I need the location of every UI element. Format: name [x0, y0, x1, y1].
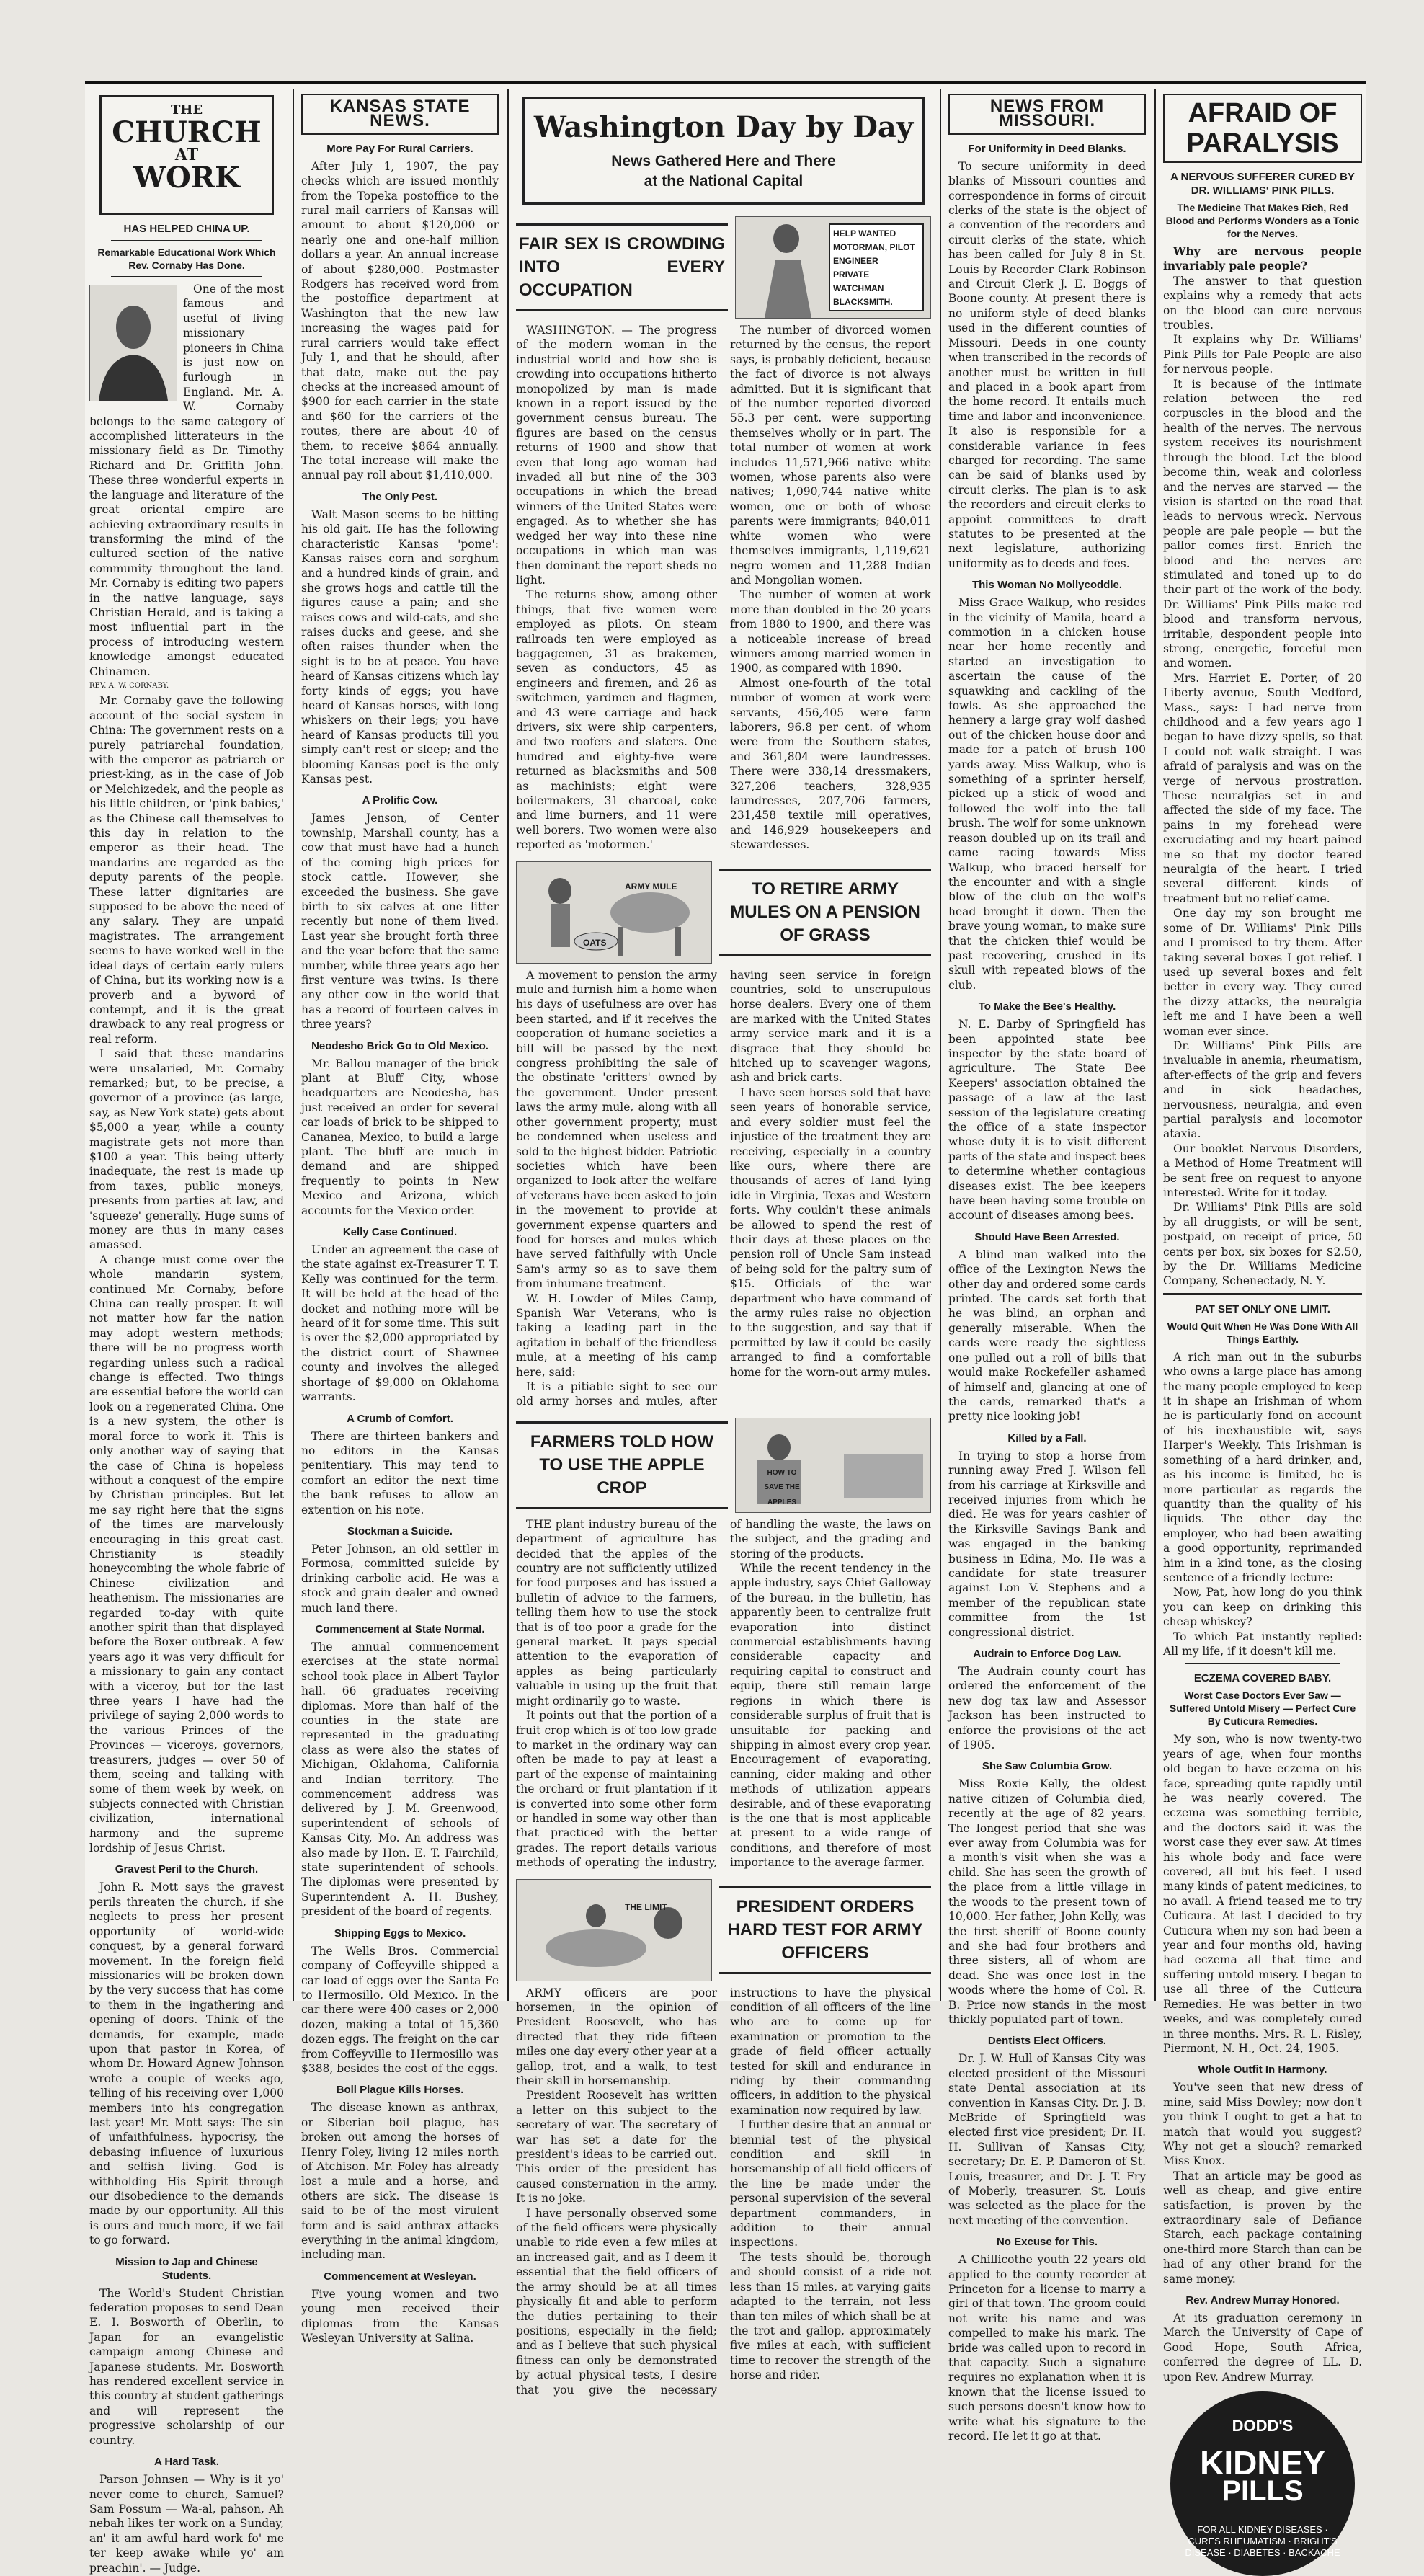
- section-heading: A Hard Task.: [153, 2456, 220, 2469]
- article-army-officers: [516, 1986, 931, 2397]
- article-paragraph: N. E. Darby of Springfield has been appointed state bee inspector by the state board of agriculture. The State Bee Keepers' association obtained the passage of a law at the last session of the legislature creating the office of a state inspector whose duty it is to visit different parts of the state and inspect bees to determine whether contagious diseases exist. The bee keepers have been having some trouble on account of diseases among bees.: [948, 1018, 1146, 1222]
- section-heading: To Make the Bee's Healthy.: [978, 1000, 1116, 1013]
- headline-army-mules: TO RETIRE ARMY MULES ON A PENSION OF GRASS: [719, 869, 931, 956]
- sign-line: HELP WANTED: [833, 228, 896, 239]
- church-at-work-banner: [99, 95, 274, 215]
- section-heading: ECZEMA COVERED BABY.: [1193, 1672, 1332, 1685]
- ad-paragraph: Why are nervous people invariably pale people?: [1163, 244, 1362, 273]
- ad-subhead: A NERVOUS SUFFERER CURED BY DR. WILLIAMS' PINK PILLS.: [1170, 171, 1355, 197]
- afraid-of-paralysis-title: AFRAID OF PARALYSIS: [1163, 94, 1362, 163]
- cartoon-the-limit: [516, 1879, 712, 1981]
- banner-sub2: at the National Capital: [644, 173, 804, 190]
- article-paragraph: Miss Grace Walkup, who resides in the vicinity of Manila, heard a commotion in a chicken house near her home recently and started an investigation to ascertain the cause of the squawking and cackling of the fowls. As she approached the hennery a large gray wolf dashed out of the chicken house door and made for a patch of brush 100 yards away. Miss Walkup, who is something of a sprinter herself, picked up a stick of wood and followed the wolf into the tall brush. The wolf for some unknown reason doubled up on its trail and came racing towards Miss Walkup, who braced herself for the encounter and with a single blow of the club on the wolf's head brought it down. Then the brave young woman, to make sure that the chicken thief would be past recovering, crushed in its skull with repeated blows of the club.: [948, 596, 1146, 992]
- section-subhead: Would Quit When He Was Done With All Things Earthly.: [1167, 1320, 1358, 1345]
- section-heading: Shipping Eggs to Mexico.: [334, 1927, 466, 1940]
- sign-line: BLACKSMITH.: [833, 297, 893, 307]
- section-heading: A Crumb of Comfort.: [347, 1412, 453, 1425]
- banner-church: CHURCH: [112, 115, 262, 150]
- portrait-image: [89, 285, 177, 401]
- ad-paragraph: Mrs. Harriet E. Porter, of 20 Liberty avenue, South Medford, Mass., says: I had nerve from childhood and a few years ago I began to have dizzy spells, so that I could not walk straight. I was afraid of paralysis and was on the verge of nervous prostration. These neuralgias set in and affected the side of my face. The pains in my forehead were excruciating and my heart pained me so that my doctor feared neuralgia of the heart. I tried several different kinds of treatment but no relief came.: [1163, 671, 1362, 905]
- article-paragraph: After July 1, 1907, the pay checks which are issued monthly from the Topeka postoffice to the rural mail carriers of Kansas will amount to about $120,000 or nearly one and one-half million dollars a year. An annual increase of about $280,000. Postmaster Rodgers has received word from the postoffice department at Washington that the new law increasing the wages paid for rural carriers would take effect July 1, and that he should, after that date, make out the pay checks at the increased amount of $900 for each carrier in the state and $60 for the carriers of the routes, there are about 40 of them, to receive $864 annually. The total increase will make the annual pay roll about $1,410,000.: [301, 159, 499, 482]
- section-heading: Dentists Elect Officers.: [987, 2035, 1107, 2048]
- ad-name: KIDNEY: [1200, 2444, 1325, 2482]
- article-paragraph: To secure uniformity in deed blanks of Missouri counties and correspondence in forms of circuit clerks of the state is the object of a convention of the recorders and circuit clerks of the state, which has been called for July 8 in St. Louis by Recorder Clark Robinson and Circuit Clerk J. E. Boggs of Boone county. At present there is no uniform style of deed blanks used in the different counties of Missouri. Deeds in one county when transcribed in the records of another must be written in full and placed in a book apart from the home record. It entails much time and labor and inconvenience. It also is responsible for a considerable variance in fees charged for recording. The same can be said of blanks used by circuit clerks. The plan is to ask the recorders and circuit clerks to appoint committees to draft statutes to be presented at the next legislature, authorizing uniformity as to deeds and fees.: [948, 159, 1146, 570]
- sign-line: PRIVATE WATCHMAN: [833, 270, 884, 293]
- article-paragraph: James Jenson, of Center township, Marshall county, has a cow that must have had a hunch of the coming high prices for stock cattle. However, she exceeded the business. She gave birth to six calves at one litter recently but none of them lived. Last year she brought forth three and the year before that the same number, while three years ago her first venture was twins. Is there any other cow in the world that has a record of fourteen calves in three years?: [301, 812, 499, 1031]
- section-heading: PAT SET ONLY ONE LIMIT.: [1195, 1302, 1330, 1315]
- ad-paragraph: The answer to that question explains why a remedy that acts on the blood can cure nervous troubles.: [1163, 274, 1362, 332]
- article-paragraph: I have personally observed some of the field officers were physically unable to ride even a few miles at an increased gait, and as I deem it essential that the field officers of the army should be at all times physically fit and able to perform the duties pertaining to their positions, especially in the field; and as I believe that such physical fitness can only be demonstrated by actual physical tests, I desire that you give the necessary instructions to have the physical condition of all officers of the line who are to come up for examination or promotion to the grade of field officer actually tested for skill and endurance in riding by their commanding officers, in addition to the physical examination now required by law.: [516, 1986, 931, 2397]
- portrait-caption: REV. A. W. CORNABY.: [89, 681, 169, 690]
- article-paragraph: Under an agreement the case of the state against ex-Treasurer T. T. Kelly was continued for the term. It will be held at the head of the docket and nothing more will be heard of it for some time. This suit is over the $2,000 appropriated by the district court of Shawnee county and involves the alleged shortage of $9,000 on Oklahoma warrants.: [301, 1243, 499, 1404]
- article-paragraph: It is a pitiable sight to see our old army horses and mules, after having seen service in foreign countries, sold to unscrupulous horse dealers. Every one of them are marked with the United States army service mark and it is a disgrace that they should be hitched up to scavenger wagons, ash and brick carts.: [516, 968, 931, 1408]
- missouri-news-title: NEWS FROM MISSOURI.: [948, 94, 1146, 135]
- article-paragraph: Almost one-fourth of the total number of women at work were servants, 456,405 were farm laborers, 96.8 per cent. of whom were from the Southern states, and 361,804 were laundresses. There were 338,14 dressmakers, 327,206 teachers, 328,935 laundresses, 207,706 farmers, 231,458 textile mill operatives, and 146,929 housekeepers and stewardesses.: [730, 676, 931, 852]
- section-heading: Boll Plague Kills Horses.: [336, 2084, 464, 2097]
- section-heading: She Saw Columbia Grow.: [982, 1760, 1113, 1773]
- article-paragraph: Five young women and two young men received their diplomas from the Kansas Wesleyan University at Salina.: [301, 2287, 499, 2345]
- banner-title: Washington Day by Day: [533, 110, 914, 144]
- section-heading: Rev. Andrew Murray Honored.: [1185, 2294, 1340, 2306]
- article-fair-sex: [516, 323, 931, 853]
- headline: HAS HELPED CHINA UP.: [123, 223, 250, 235]
- article-paragraph: In trying to stop a horse from running away Fred J. Wilson fell from his carriage at Kirksville and received injuries from which he died. He was for years cashier of the Kirksville Savings Bank and was engaged in the banking business in Edina, Mo. He was a candidate for state treasurer against Lon V. Stephens and a member of the republican state committee from the 1st congressional district.: [948, 1449, 1146, 1639]
- article-apple-crop: [516, 1517, 931, 1870]
- banner-work: WORK: [133, 160, 240, 195]
- article-paragraph: One of the most famous and useful of living missionary pioneers in China is just now on furlough in England. Mr. A. W. Cornaby belongs to the same category of accomplished litterateurs in the missionary field as Dr. Timothy Richard and Dr. Griffith John. These three wonderful experts in the language and literature of the great oriental empire are achieving extraordinary results in transforming the mind of the cultured section of the native community throughout the land. Mr. Cornaby is editing two papers in the native language, says Christian Herald, and is taking a most influential part in the process of introducing western knowledge amongst educated Chinamen.: [89, 283, 284, 678]
- article-paragraph: The disease known as anthrax, or Siberian boil plague, has broken out among the horses of Henry Foley, living 12 miles north of Atchison. Mr. Foley has already lost a mule and a horse, and others are sick. The disease is said to be of the most virulent form and is said anthrax attacks everything in the animal kingdom, including man.: [301, 2101, 499, 2262]
- article-paragraph: The Audrain county court has ordered the enforcement of the new dog tax law and Assessor Jackson has been instructed to enforce the provisions of the act of 1905.: [948, 1665, 1146, 1752]
- section-heading: Commencement at State Normal.: [315, 1622, 485, 1635]
- headline-apple-crop: FARMERS TOLD HOW TO USE THE APPLE CROP: [516, 1421, 728, 1509]
- section-heading: For Uniformity in Deed Blanks.: [968, 142, 1126, 155]
- limit-label: THE LIMIT: [625, 1901, 667, 1912]
- section-heading: Commencement at Wesleyan.: [324, 2270, 476, 2283]
- cartoon-apples: [735, 1418, 931, 1513]
- subhead: Remarkable Educational Work Which Rev. Cornaby Has Done.: [97, 247, 276, 271]
- section-heading: Killed by a Fall.: [1007, 1431, 1087, 1444]
- article-paragraph: The tests should be, thorough and should consist of a ride not less than 15 miles, at varying gaits adapted to the terrain, not less than ten miles of which shall be at the trot and gallop, approximately five miles at each, with sufficient time to recover the strength of the horse and rider.: [730, 2250, 931, 2382]
- ad-subhead-2: The Medicine That Makes Rich, Red Blood and Performs Wonders as a Tonic for the Nerves.: [1165, 202, 1360, 239]
- washington-banner: [522, 97, 925, 205]
- column-missouri-news: [944, 89, 1150, 2443]
- ad-paragraph: Our booklet Nervous Disorders, a Method of Home Treatment will be sent free on request to anyone interested. Write for it today.: [1163, 1142, 1362, 1199]
- oats-label: OATS: [583, 937, 607, 948]
- section-heading: Neodesho Brick Go to Old Mexico.: [311, 1039, 489, 1052]
- article-paragraph: I have seen horses sold that have seen years of honorable service, and every soldier must feel the injustice of the treatment they are receiving, especially in a country like ours, where there are thousands of acres of land lying idle in Virginia, Texas and Western forts. Why couldn't these animals be allowed to spend the rest of their days at these places on the pension roll of Uncle Sam instead of being sold for the paltry sum of $15. Officials of the war department who have command of the army rules raise no objection to the suggestion, and say that if permitted by law it could be easily arranged to find a comfortable home for the worn-out army mules.: [730, 1085, 931, 1379]
- section-heading: A Prolific Cow.: [362, 794, 438, 807]
- article-paragraph: President Roosevelt has written a letter on this subject to the secretary of war. The secretary of war has set a date for the president's ideas to be carried out. This order of the president has caused consternation in the army. It is no joke.: [516, 2089, 717, 2206]
- ad-paragraph: One day my son brought me some of Dr. Williams' Pink Pills and I promised to try them. After taking several boxes I got relief. I used up several boxes and felt better in every way. They cured the dizzy attacks, the neuralgia left me and I have been a well woman ever since.: [1163, 907, 1362, 1038]
- sign-line: MOTORMAN, PILOT: [833, 242, 915, 252]
- article-army-mules: [516, 968, 931, 1409]
- section-heading: Audrain to Enforce Dog Law.: [973, 1648, 1121, 1660]
- ad-brand: DODD'S: [1232, 2417, 1294, 2435]
- article-paragraph: That an article may be good as well as cheap, and give entire satisfaction, is proven by the extraordinary sale of Defiance Starch, each package containing one-third more Starch than can be had of any other brand for the same money.: [1163, 2169, 1362, 2286]
- article-paragraph: I further desire that an annual or biennial test of the physical condition and skill in horsemanship of all field officers of the line be made under the personal supervision of the several department commanders, in addition to their annual inspections.: [730, 2118, 931, 2249]
- article-paragraph: Parson Johnsen — Why is it yo' never come to church, Samuel? Sam Possum — Wa-al, pahson, Ah nebah likes ter work on a Sunday, an' it am awful hard work fo' me ter keep awake while yo' am preachin'. — Judge.: [89, 2473, 284, 2575]
- section-heading: Kelly Case Continued.: [342, 1226, 458, 1239]
- section-heading: Gravest Peril to the Church.: [115, 1863, 259, 1876]
- article-paragraph: My son, who is now twenty-two years of age, when four months old began to have eczema on his face, spreading quite rapidly until he was nearly covered. The eczema was something terrible, and the doctors said it was the worst case they ever saw. At times his whole body and face were covered, all but his feet. I used many kinds of patent medicines, to no avail. A friend teased me to try Cuticura. At last I decided to try Cuticura when my son had been a year and four months old, having had eczema all that time and suffering untold misery. I began to use all three of the Cuticura Remedies. He was better in two weeks, and was completely cured in three months. Mrs. R. L. Risley, Piermont, N. H., Oct. 24, 1905.: [1163, 1733, 1362, 2055]
- article-paragraph: ARMY officers are poor horsemen, in the opinion of President Roosevelt, who has directed that they ride fifteen miles one day every other year at a gallop, trot, and a walk, to test their skill in horsemanship.: [516, 1986, 717, 2087]
- article-paragraph: Mr. Ballou manager of the brick plant at Bluff City, whose headquarters are Neodesha, has just received an order for several car loads of brick to be shipped to Cananea, Mexico, to build a large plant. The bluff are much in demand and are shipped frequently to points in New Mexico and Arizona, which accounts for the Mexico order.: [301, 1057, 499, 1217]
- article-paragraph: It points out that the portion of a fruit crop which is of too low grade to market in the ordinary way can often be made to pay at least a part of the expense of maintaining the orchard or fruit plantation if it is converted into some other form or handled in some way other than that practiced with the better grades. The report details various methods of operating the industry, of handling the waste, the laws on the subject, and the grading and storing of the products.: [516, 1517, 931, 1870]
- article-paragraph: A change must come over the whole mandarin system, continued Mr. Cornaby, before China can really prosper. It will not matter how far the nation may adopt western methods; there will be no progress worth regarding unless such a radical change is effected. Two things are essential before the world can look on a regenerated China. One is a new system, the other is moral force to work it. This is only another way of saying that the case of China is hopeless without a conquest of the empire by Christian principles. But let me say right here that the signs of the times are marvelously encouraging in this great cast. Christianity is steadily honeycombing the whole fabric of Chinese civilization and heathenism. The missionaries are regarded to-day with quite another spirit than that displayed before the Boxer outbreak. A few years ago it was very difficult for a missionary to gain any contact with a viceroy, but for the last three years I have had the privilege of saying 2,000 words to the various Princes of the Provinces — viceroys, governors, treasurers, judges — over 50 of them, seeing and talking with some of them week by week, on subjects connected with Christian civilization, international harmony and the supreme lordship of Jesus Christ.: [89, 1253, 284, 1855]
- newspaper-page: [85, 81, 1366, 2575]
- article-paragraph: To which Pat instantly replied: All my life, if it doesn't kill me.: [1163, 1630, 1362, 1658]
- article-paragraph: You've seen that new dress of mine, said Miss Dowley; now don't you think I ought to get a hat to match that would you suggest? Why not get a slouch? remarked Miss Knox.: [1163, 2081, 1362, 2168]
- column-ads: [1159, 89, 1366, 2559]
- column-church-at-work: [85, 89, 288, 2575]
- banner-the: THE: [170, 102, 203, 117]
- article-paragraph: John R. Mott says the gravest perils threaten the church, if she neglects to press her present opportunity of world-wide conquest, by a general forward movement. In the foreign field missionaries will be broken down by the very success that has come to them in the ingathering and opening of doors. Think of the demands, for example, made upon that pastor in Korea, of whom Dr. Howard Agnew Johnson wrote a couple of weeks ago, telling of his receiving over 1,000 members into his congregation last year! Mr. Mott says: The sin of unfaithfulness, hypocrisy, the debasing influence of luxurious and selfish living. God is withholding His Spirit through our disobedience to the demands made by our opportunity. All this is ours and much more, if we fail to go forward.: [89, 1880, 284, 2247]
- article-paragraph: WASHINGTON. — The progress of the modern woman in the industrial world and how she is crowding into occupations hitherto monopolized by man is made known in a report issued by the government census bureau. The figures are based on the census returns of 1900 and show that even that long ago woman had invaded all but nine of the 303 occupations in which the bread winners of the United States were engaged. As to whether she has wedged her way into these nine occupations in which man was then dominant the report sheds no light.: [516, 324, 717, 587]
- section-heading: Stockman a Suicide.: [347, 1524, 453, 1537]
- article-paragraph: At its graduation ceremony in March the University of Cape of Good Hope, South Africa, conferred the degree of LL. D. upon Rev. Andrew Murray.: [1163, 2311, 1362, 2384]
- article-paragraph: Now, Pat, how long do you think you can keep on drinking this cheap whiskey?: [1163, 1586, 1362, 1629]
- article-paragraph: The number of women at work more than doubled in the 20 years from 1880 to 1900, and there was a noticeable increase of bread winners among married women in 1900, as compared with 1890.: [730, 588, 931, 675]
- portrait-icon: [90, 285, 177, 401]
- cartoon-army-mule: [516, 861, 712, 964]
- column-kansas-news: [297, 89, 503, 2345]
- article-paragraph: While the recent tendency in the apple industry, says Chief Galloway of the bureau, in the bulletin, has apparently been to centralize fruit evaporation into distinct commercial establishments having considerable capacity and requiring capital to construct and equip, there still remain large regions in which there is considerable surplus of fruit that is unsuitable for packing and shipping in almost every crop year. Encouragement of evaporating, canning, cider making and other methods of utilization appears desirable, and of these evaporating is the one that is most applicable at present to a wide range of conditions, and therefore of most importance to the average farmer.: [730, 1562, 931, 1870]
- article-paragraph: W. H. Lowder of Miles Camp, Spanish War Veterans, who is taking a leading part in the agitation in behalf of the friendless mule, at a meeting of his camp here, said:: [516, 1292, 717, 1379]
- ad-paragraph: Dr. Williams' Pink Pills are invaluable in anemia, rheumatism, after-effects of the grip and fevers and in sick headaches, nervousness, neuralgia, and even partial paralysis and locomotor ataxia.: [1163, 1039, 1362, 1141]
- section-heading: This Woman No Mollycoddle.: [971, 579, 1123, 592]
- cartoon-help-wanted: [735, 216, 931, 319]
- article-paragraph: A rich man out in the suburbs who owns a large place has among the many people employed to keep it in shape an Irishman of whom he is particularly fond on account of his inexhaustible wit, says Harper's Weekly. This Irishman is something of a hard drinker, and, as his income is limited, he is more particular as regards the quantity than the quality of his liquids. The other day the employer, who had been awaiting a good opportunity, reprimanded him in a kind tone, as the closing sentence of a friendly lecture:: [1163, 1350, 1362, 1584]
- section-heading: The Only Pest.: [362, 490, 438, 503]
- article-paragraph: The number of divorced women returned by the census, the report says, is probably deficient, because the fact of divorce is not always admitted. But it is significant that of the number reported divorced 55.3 per cent. were supporting themselves wholly or in part. The total number of women at work includes 11,571,966 native white women, whose parents also were natives; 1,090,744 native white women, one or both of whose parents were immigrants; 840,011 white women who were themselves immigrants, 1,119,621 negro women and 11,288 Indian and Mongolian women.: [730, 324, 931, 587]
- ad-pills: PILLS: [1221, 2475, 1304, 2508]
- article-paragraph: A blind man walked into the office of the Lexington News the other day and ordered some cards printed. The cards set forth that he was blind, an orphan and generally miserable. When the cards were ready the sightless one pulled out a roll of bills that would make Rockefeller ashamed of himself and, glancing at one of the cards, remarked that's a pretty nice looking job!: [948, 1248, 1146, 1424]
- article-paragraph: The World's Student Christian federation proposes to send Dean E. I. Bosworth of Oberlin, to Japan for an evangelistic campaign among Chinese and Japanese students. Mr. Bosworth has rendered excellent service in this country at student gatherings and will represent the progressive scholarship of our country.: [89, 2286, 284, 2447]
- headline-fair-sex: FAIR SEX IS CROWDING INTO EVERY OCCUPATION: [516, 223, 728, 311]
- article-paragraph: A movement to pension the army mule and furnish him a home when his days of usefulness are over has been started, and if it receives the cooperation of humane societies a bill will be passed by the next congress prohibiting the sale of the obstinate 'critters' owned by the government. Under present laws the army mule, along with all other government property, must be condemned when useless and sold to the highest bidder. Patriotic societies which have been organized to look after the welfare of veterans have been asked to join in the movement to provide at government expense quarters and food for horses and mules which have served faithfully with Uncle Sam's army so as to save them from inhumane treatment.: [516, 968, 717, 1291]
- banner-sub1: News Gathered Here and There: [611, 153, 836, 169]
- article-paragraph: Dr. J. W. Hull of Kansas City was elected president of the Missouri state Dental association at its convention in Kansas City. Dr. J. B. McBride of Springfield was elected first vice president; Dr. H. H. Sullivan of Kansas City, secretary; Dr. E. P. Dameron of St. Louis, treasurer, and Dr. J. T. Fry of Moberly, treasurer. St. Louis was selected as the place for the next meeting of the convention.: [948, 2052, 1146, 2227]
- headline-army-officers: PRESIDENT ORDERS HARD TEST FOR ARMY OFFICERS: [719, 1886, 931, 1974]
- apples-label: HOW TO SAVE THE APPLES: [764, 1468, 800, 1506]
- section-heading: More Pay For Rural Carriers.: [326, 142, 473, 155]
- article-paragraph: The returns show, among other things, that five women were employed as pilots. On steam railroads ten were employed as baggagemen, 31 as brakemen, seven as conductors, 45 as engineers and firemen, and 26 as switchmen, yardmen and flagmen, and 43 were carriage and hack drivers, six were ship carpenters, and two roofers and slaters. One hundred and eighty-five were returned as blacksmiths and 508 as machinists; eight were boilermakers, 31 charcoal, coke and lime burners, and 11 were well borers. Two women were also reported as 'motormen.': [516, 588, 717, 852]
- article-paragraph: The Wells Bros. Commercial company of Coffeyville shipped a car load of eggs over the Santa Fe to Hermosillo, Old Mexico. In the car there were 400 cases or 2,000 dozen, making a total of 15,360 dozen eggs. The freight on the car from Coffeyville to Hermosillo was $388, besides the cost of the eggs.: [301, 1944, 499, 2075]
- ad-tagline: FOR ALL KIDNEY DISEASES · CURES RHEUMATISM · BRIGHT'S DISEASE · DIABETES · BACKACHE: [1185, 2524, 1340, 2559]
- banner-at: AT: [174, 146, 199, 165]
- article-paragraph: Miss Roxie Kelly, the oldest native citizen of Columbia died, recently at the age of 82 years. The longest period that she was ever away from Columbia was for a month's visit when she was a child. She has seen the growth of the place from a little village in the woods to the present town of 10,000. Her father, John Kelly, was the first sheriff of Boone county and she had four brothers and three sisters, all of whom are dead. She was once lost in the woods where the home of Col. R. B. Price now stands in the most thickly populated part of town.: [948, 1777, 1146, 2026]
- article-paragraph: THE plant industry bureau of the department of agriculture has decided that the apples of the country are not sufficiently utilized for food purposes and has issued a bulletin of advice to the farmers, telling them how to use the stock that is of too poor a grade for the general market. It pays special attention to the evaporation of apples as being particularly valuable in using up the fruit that might ordinarily go to waste.: [516, 1517, 717, 1707]
- ad-paragraph: It explains why Dr. Williams' Pink Pills for Pale People are also for nervous people.: [1163, 333, 1362, 376]
- mule-cartoon-icon: [517, 862, 711, 963]
- section-heading: Whole Outfit In Harmony.: [1198, 2064, 1327, 2077]
- sign-line: ENGINEER: [833, 256, 878, 266]
- column-washington: [512, 89, 935, 2397]
- article-paragraph: Peter Johnson, an old settler in Formosa, committed suicide by drinking carbolic acid. He was a stock and grain dealer and owned much land there.: [301, 1542, 499, 1615]
- article-paragraph: Mr. Cornaby gave the following account of the social system in China: The government rests on a purely patriarchal foundation, with the emperor as patriarch or priest-king, as in the case of Job or Melchizedek, and the people as his little children, or 'pink babies,' as the Chinese call themselves to this day in relation to the emperor as their head. The mandarins are regarded as the deputy parents of the people. These latter dignitaries are supposed to be above the need of any salary. They are unpaid magistrates. The arrangement seems to have worked well in the ideal days of certain early rulers of China, but its working now is a proverb and a byword of contempt, and it is the great drawback to any real progress or real reform.: [89, 694, 284, 1046]
- section-heading: No Excuse for This.: [996, 2236, 1098, 2249]
- section-heading: Mission to Jap and Chinese Students.: [115, 2255, 258, 2282]
- kansas-state-news-title: KANSAS STATE NEWS.: [301, 94, 499, 135]
- dodds-kidney-pills-ad: [1170, 2391, 1355, 2576]
- article-paragraph: The annual commencement exercises at the state normal school took place in Albert Taylor hall. 66 graduates receiving diplomas. More than half of the counties in the state are represented in the graduating class as were also the states of Michigan, Oklahoma, California and Indian territory. The commencement address was delivered by J. M. Greenwood, superintendent of schools of Kansas City, Mo. An address was also made by Hon. E. T. Fairchild, state superintendent of schools. The diplomas were presented by Superintendent A. H. Bushey, president of the board of regents.: [301, 1640, 499, 1919]
- article-paragraph: A Chillicothe youth 22 years old applied to the county recorder at Princeton for a license to marry a girl of that town. The groom could not write his name and was compelled to make his mark. The bride was called upon to record in that capacity. Such a signature requires no explanation when it is known that the license issued to such persons doesn't know how to write what his signature to the record. He let it go at that.: [948, 2253, 1146, 2443]
- article-paragraph: I said that these mandarins were unsalaried, Mr. Cornaby remarked; but, to be precise, a governor of a province (as large, say, as New York state) gets about $5,000 a year, while a county magistrate gets not more than $100 a year. This being utterly inadequate, the rest is made up from taxes, public moneys, presents from parties at law, and 'squeeze' generally. Huge sums of money are thus in many cases amassed.: [89, 1047, 284, 1252]
- mule-label: ARMY MULE: [625, 881, 677, 892]
- rider-cartoon-icon: [517, 1880, 711, 1981]
- section-subhead: Worst Case Doctors Ever Saw — Suffered Untold Misery — Perfect Cure By Cuticura Remedies.: [1169, 1689, 1356, 1728]
- ad-paragraph: It is because of the intimate relation between the red corpuscles in the blood and the health of the nerves. The nervous system receives its nourishment through the blood. Let the blood become thin, weak and colorless and the nerves are starved — the vision is started on the road that leads to nervous wreck. Nervous people are pale people — but the pallor comes first. Enrich the blood and the nerves are stimulated and toned up to do their part of the work of the body. Dr. Williams' Pink Pills make red blood and transform nervous, irritable, despondent people into strong, energetic, forceful men and women.: [1163, 377, 1362, 670]
- section-heading: Should Have Been Arrested.: [974, 1230, 1120, 1243]
- ad-paragraph: Dr. Williams' Pink Pills are sold by all druggists, or will be sent, postpaid, on receipt of price, 50 cents per box, six boxes for $2.50, by the Dr. Williams Medicine Company, Schenectady, N. Y.: [1163, 1201, 1362, 1288]
- article-paragraph: There are thirteen bankers and no editors in the Kansas penitentiary. This may tend to comfort an editor the next time the bank refuses to allow an extention on his note.: [301, 1429, 499, 1516]
- article-paragraph: Walt Mason seems to be hitting his old gait. He has the following characteristic Kansas 'pome': Kansas raises corn and sorghum and a hundred kinds of grain, and she grows hogs and cattle till the figures cause a pain; and she raises cows and wild-cats, and she raises ducks and geese, and she often raises thunder when the sight is to be at peace. You have heard of Kansas citizens which lay forty kinds of eggs; you have heard of Kansas horses, with long whiskers on their legs; you have heard of Kansas products till you simply can't rest or sleep; and the blooming Kansas poet is the only Kansas pest.: [301, 507, 499, 786]
